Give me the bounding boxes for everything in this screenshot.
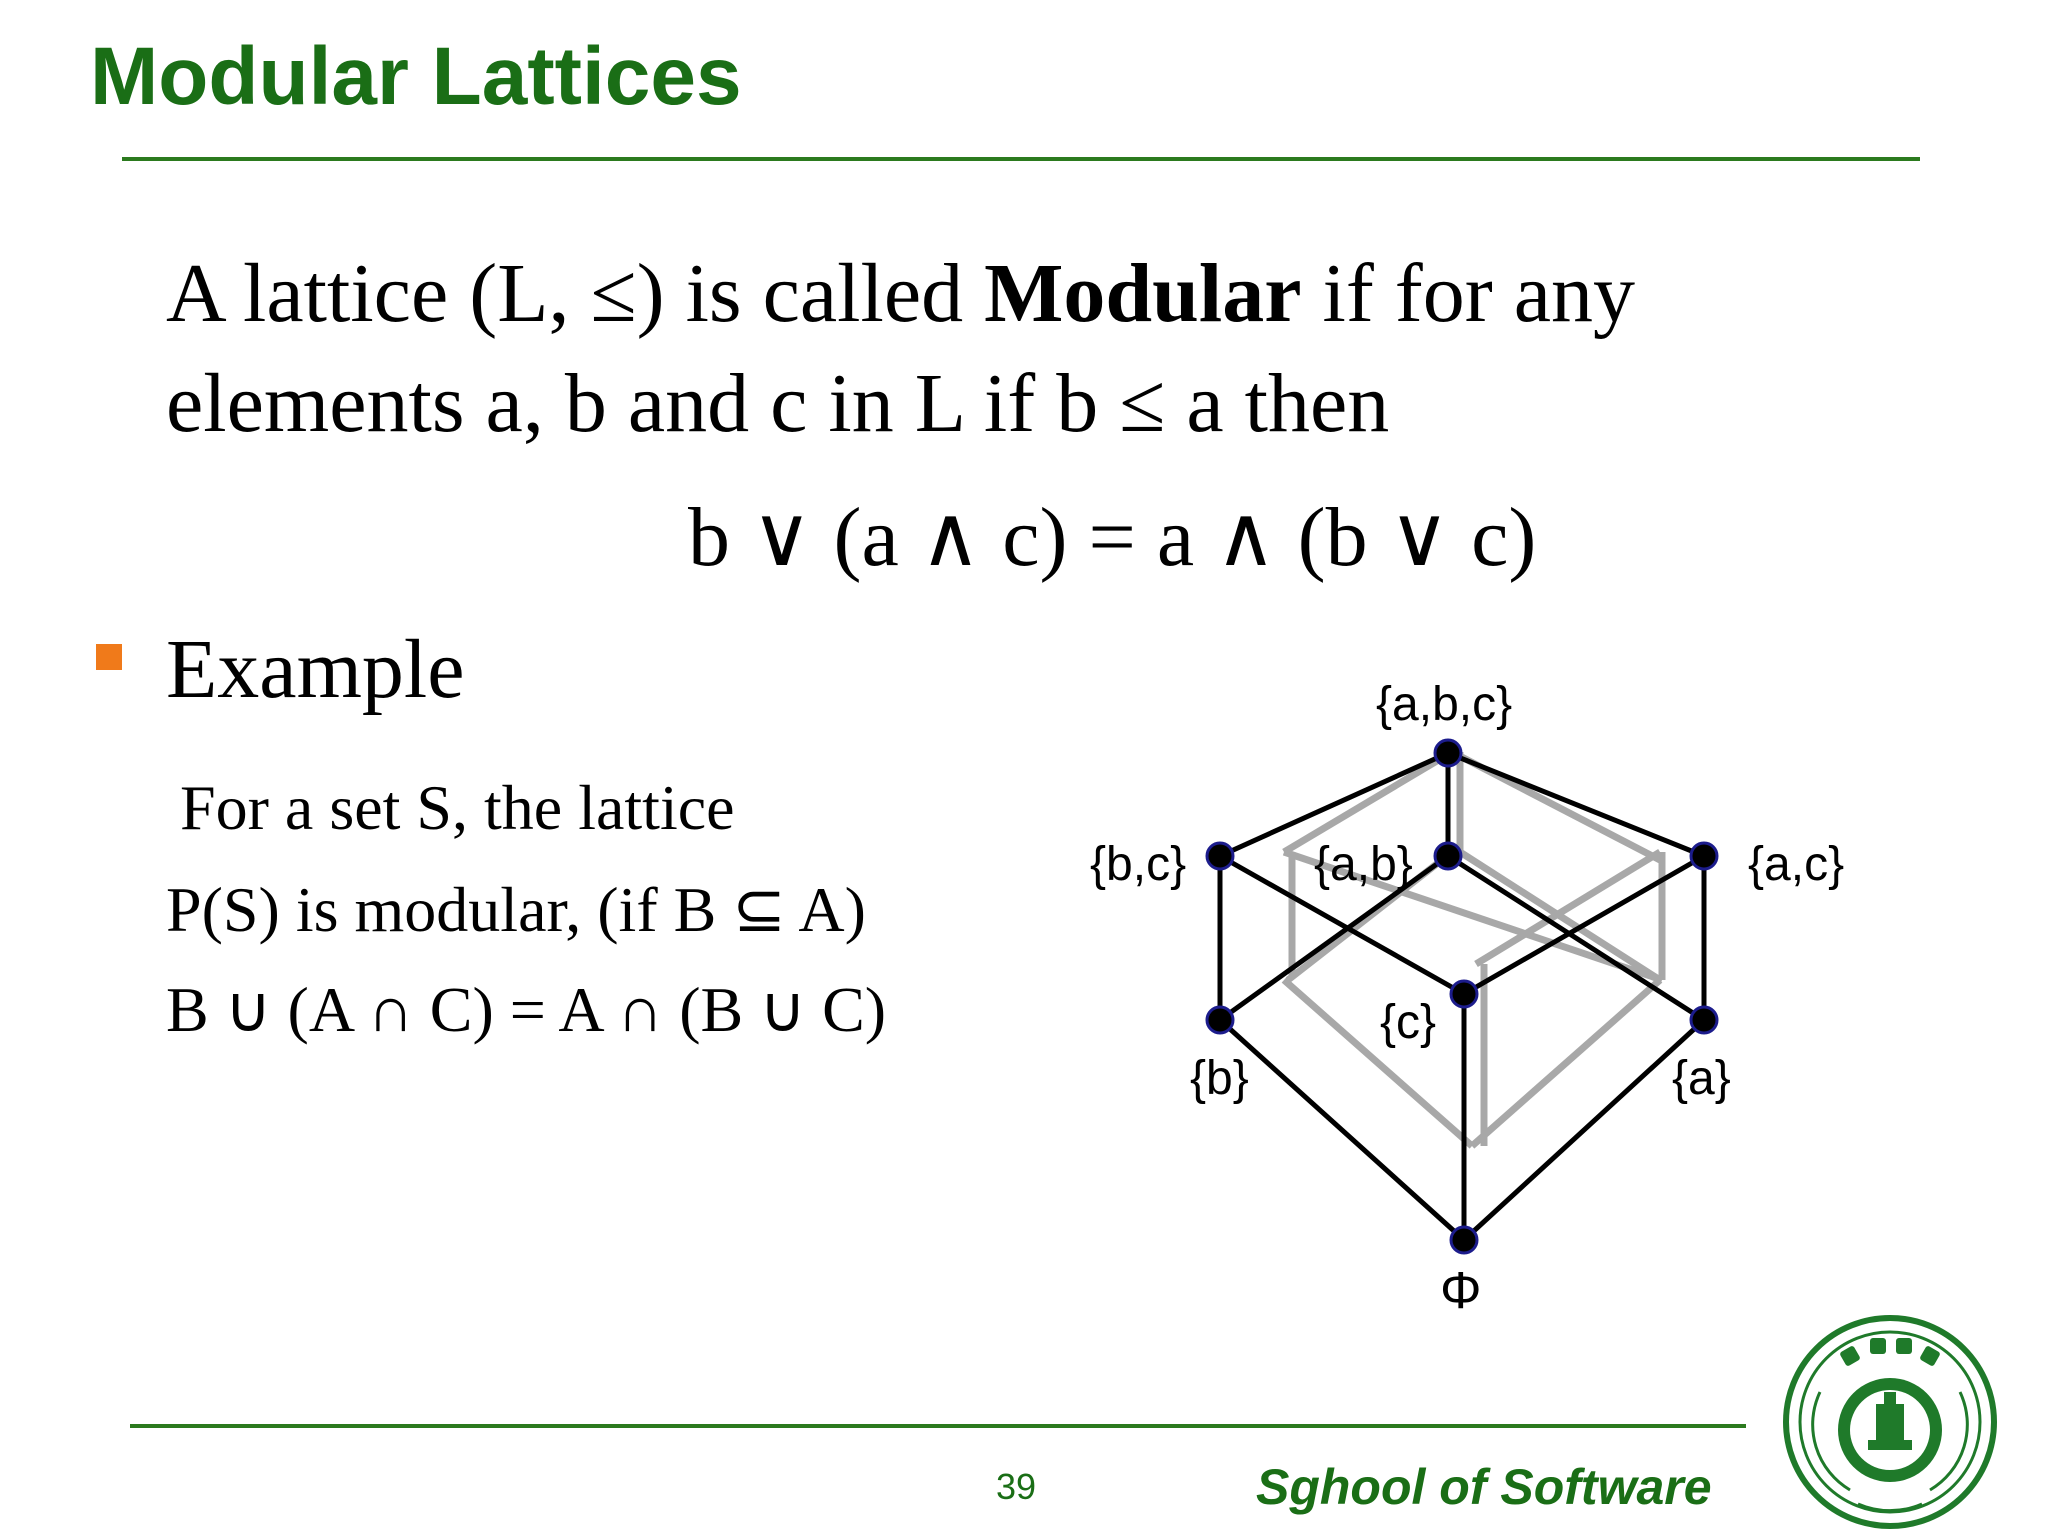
university-seal-logo	[1780, 1312, 2000, 1532]
node-bottom	[1451, 1227, 1477, 1253]
modular-equation: b ∨ (a ∧ c) = a ∧ (b ∨ c)	[688, 491, 1537, 584]
label-ac: {a,c}	[1748, 838, 1845, 891]
example-line-2: P(S) is modular, (if B ⊆ A)	[166, 874, 866, 945]
node-top	[1435, 740, 1461, 766]
title-divider	[122, 157, 1920, 161]
slide-title: Modular Lattices	[90, 31, 742, 122]
label-b: {b}	[1190, 1052, 1249, 1105]
label-ab: {a,b}	[1314, 838, 1413, 891]
bullet-square-icon	[96, 644, 122, 670]
node-b	[1207, 1007, 1233, 1033]
node-bc	[1207, 843, 1233, 869]
node-c	[1451, 981, 1477, 1007]
label-top: {a,b,c}	[1376, 680, 1513, 731]
label-bottom: Φ	[1440, 1262, 1482, 1320]
node-ab	[1435, 843, 1461, 869]
hasse-diagram	[1040, 680, 1900, 1340]
node-a	[1691, 1007, 1717, 1033]
footer-school-name: Sghool of Software	[1256, 1459, 1712, 1515]
example-heading: Example	[166, 623, 465, 716]
page-number: 39	[996, 1466, 1037, 1507]
label-c: {c}	[1380, 996, 1437, 1049]
definition-line-1	[166, 247, 1636, 340]
example-line-1: For a set S, the lattice	[180, 772, 735, 843]
definition-term: Modular	[984, 247, 1302, 340]
label-bc: {b,c}	[1090, 838, 1187, 891]
definition-line-2: elements a, b and c in L if b ≤ a then	[166, 357, 1390, 450]
footer-divider	[130, 1424, 1746, 1428]
example-line-3: B ∪ (A ∩ C) = A ∩ (B ∪ C)	[166, 974, 887, 1045]
definition-text-a: A lattice (L, ≤) is called	[166, 247, 985, 340]
label-a: {a}	[1672, 1052, 1731, 1105]
definition-text-b: if for any	[1301, 247, 1636, 340]
diagram-shadow-edges	[1284, 752, 1662, 1146]
node-ac	[1691, 843, 1717, 869]
